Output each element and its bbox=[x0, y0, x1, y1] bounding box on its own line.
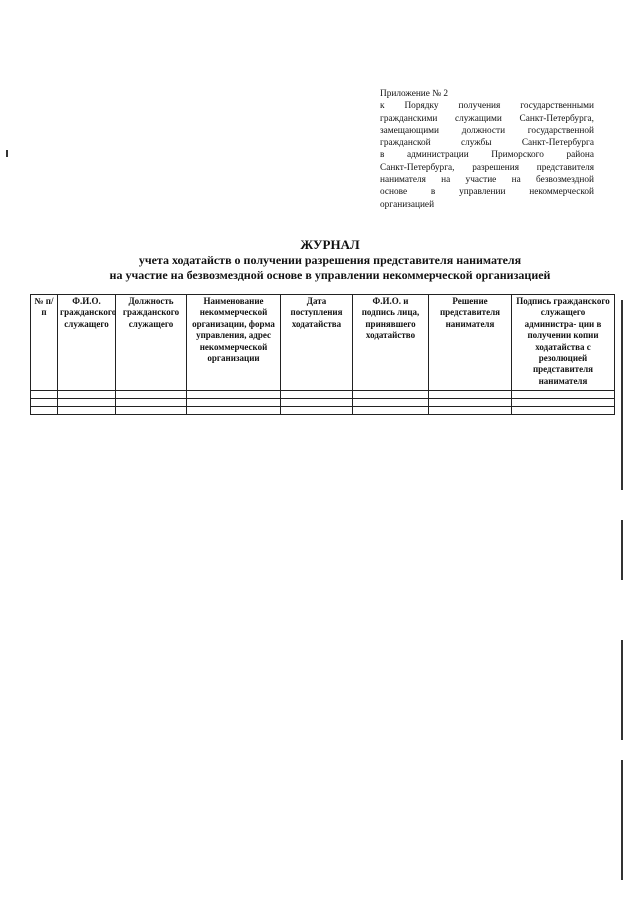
appendix-line: гражданской службы Санкт-Петербурга bbox=[380, 138, 594, 149]
table-cell bbox=[353, 399, 429, 407]
appendix-line: в администрации Приморского района bbox=[380, 150, 594, 161]
table-row bbox=[31, 399, 615, 407]
table-cell bbox=[429, 399, 512, 407]
table-row bbox=[31, 391, 615, 399]
column-header-decision: Решение представителя нанимателя bbox=[429, 295, 512, 391]
table-cell bbox=[187, 399, 281, 407]
appendix-line: организацией bbox=[380, 199, 435, 210]
table-cell bbox=[116, 407, 187, 415]
table-cell bbox=[429, 407, 512, 415]
table-header-row bbox=[31, 295, 615, 391]
table-cell bbox=[353, 407, 429, 415]
table-cell bbox=[429, 391, 512, 399]
table-cell bbox=[58, 391, 116, 399]
appendix-block bbox=[380, 88, 594, 211]
scan-mark-right bbox=[621, 300, 623, 490]
journal-table bbox=[30, 294, 615, 415]
table-row bbox=[31, 407, 615, 415]
table-cell bbox=[187, 391, 281, 399]
scan-mark-right bbox=[621, 520, 623, 580]
scan-mark-right bbox=[621, 640, 623, 740]
table-cell bbox=[512, 399, 615, 407]
appendix-line: гражданскими служащими Санкт-Петербурга, bbox=[380, 113, 594, 124]
appendix-line: к Порядку получения государственными bbox=[380, 101, 594, 112]
journal-subtitle-line-1: учета ходатайств о получении разрешения представителя нанимателя bbox=[138, 253, 522, 267]
table-cell bbox=[116, 391, 187, 399]
table-cell bbox=[31, 391, 58, 399]
journal-subtitle-line-2: на участие на безвозмездной основе в управлении некоммерческой организацией bbox=[109, 268, 551, 282]
table-cell bbox=[31, 399, 58, 407]
table-cell bbox=[187, 407, 281, 415]
table-cell bbox=[512, 407, 615, 415]
journal-title-block bbox=[0, 237, 640, 283]
table-cell bbox=[116, 399, 187, 407]
column-header-number: № п/п bbox=[31, 295, 58, 391]
table-cell bbox=[58, 407, 116, 415]
appendix-line: нанимателя на участие на безвозмездной bbox=[380, 175, 594, 186]
column-header-date: Дата поступления ходатайства bbox=[281, 295, 353, 391]
column-header-organization: Наименование некоммерческой организации, форма управления, адрес некоммерческой организации bbox=[187, 295, 281, 391]
table-cell bbox=[512, 391, 615, 399]
table-cell bbox=[281, 407, 353, 415]
table-cell bbox=[31, 407, 58, 415]
column-header-signature: Подпись гражданского служащего администра- ции в получении копии ходатайства с резолюцией представителя нанимателя bbox=[512, 295, 615, 391]
appendix-line: замещающими должности государственной bbox=[380, 125, 594, 136]
appendix-line: Приложение № 2 bbox=[380, 89, 449, 99]
journal-heading: ЖУРНАЛ bbox=[300, 237, 360, 252]
scan-mark-left bbox=[6, 150, 8, 157]
column-header-position: Должность гражданского служащего bbox=[116, 295, 187, 391]
table-cell bbox=[353, 391, 429, 399]
table-cell bbox=[58, 399, 116, 407]
table-cell bbox=[281, 391, 353, 399]
scan-mark-right bbox=[621, 760, 623, 880]
table-cell bbox=[281, 399, 353, 407]
appendix-line: Санкт-Петербурга, разрешения представителя bbox=[380, 162, 594, 173]
appendix-line: основе в управлении некоммерческой bbox=[380, 187, 594, 198]
column-header-receiver: Ф.И.О. и подпись лица, принявшего ходатайство bbox=[353, 295, 429, 391]
column-header-full-name: Ф.И.О. гражданского служащего bbox=[58, 295, 116, 391]
